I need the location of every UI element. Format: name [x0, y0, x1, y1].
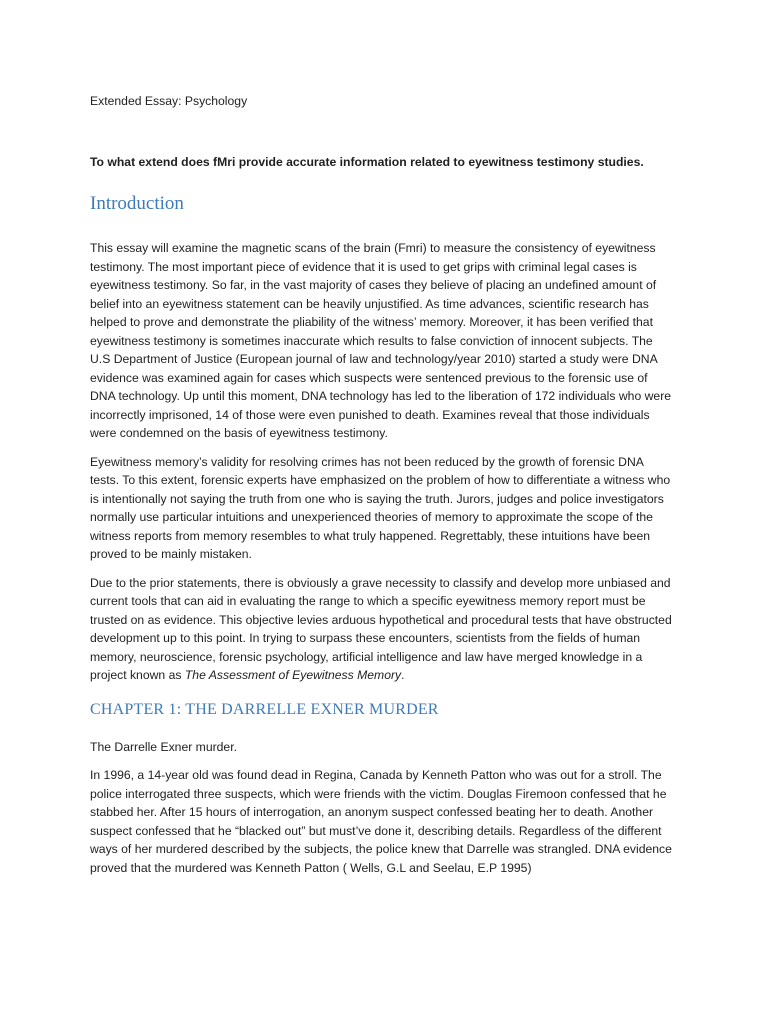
- chapter-1-paragraph: In 1996, a 14-year old was found dead in Regina, Canada by Kenneth Patton who was out for a stroll. The police interrogated three suspects, which were friends with the victim. Douglas Firemoon confessed that he stabbed her. After 15 hours of interrogation, an anonym suspect confessed beating her to death. Another suspect confessed that he “blacked out” but must’ve done it, describing details. Regardless of the different ways of her murdered described by the subjects, the police knew that Darrelle was strangled. DNA evidence proved that the murdered was Kenneth Patton ( Wells, G.L and Seelau, E.P 1995): [90, 768, 672, 875]
- introduction-paragraph-3-end: .: [401, 668, 405, 682]
- document-content: [90, 92, 675, 877]
- chapter-1-heading: CHAPTER 1: THE DARRELLE EXNER MURDER: [90, 700, 439, 718]
- research-question: To what extend does fMri provide accurate information related to eyewitness testimony studies.: [90, 154, 644, 169]
- introduction-heading: Introduction: [90, 193, 184, 214]
- project-title: The Assessment of Eyewitness Memory: [184, 668, 402, 682]
- document-label: Extended Essay: Psychology: [90, 94, 248, 108]
- introduction-paragraph-3: [90, 574, 675, 685]
- introduction-paragraph-3-text: Due to the prior statements, there is obviously a grave necessity to classify and develop more unbiased and current tools that can aid in evaluating the range to which a specific eyewitness memory report must be trusted on as evidence. This objective levies arduous hypothetical and procedural tests that have obstructed development up to this point. In trying to surpass these encounters, scientists from the fields of human memory, neuroscience, forensic psychology, artificial intelligence and law have merged knowledge in a project known as: [90, 575, 672, 682]
- introduction-paragraph-2: Eyewitness memory’s validity for resolving crimes has not been reduced by the growth of forensic DNA tests. To this extent, forensic experts have emphasized on the problem of how to differentiate a witness who is intentionally not saying the truth from one who is saying the truth. Jurors, judges and police investigators normally use particular intuitions and unexperienced theories of memory to approximate the scope of the witness reports from memory resembles to what truly happened. Regrettably, these intuitions have been proved to be mainly mistaken.: [90, 454, 671, 561]
- introduction-paragraph-1: This essay will examine the magnetic scans of the brain (Fmri) to measure the consistency of eyewitness testimony. The most important piece of evidence that it is used to get grips with criminal legal cases is eyewitness testimony. So far, in the vast majority of cases they believe of placing an undefined amount of belief into an eyewitness statement can be heavily unjustified. As time advances, scientific research has helped to prove and demonstrate the pliability of the witness’ memory. Moreover, it has been verified that eyewitness testimony is sometimes inaccurate which results to false conviction of innocent subjects. The U.S Department of Justice (European journal of law and technology/year 2010) started a study were DNA evidence was examined again for cases which suspects were sentenced previous to the forensic use of DNA technology. Up until this moment, DNA technology has led to the liberation of 172 individuals who were incorrectly imprisoned, 14 of those were even punished to death. Examines reveal that those individuals were condemned on the basis of eyewitness testimony.: [90, 241, 672, 440]
- chapter-1-subtitle: The Darrelle Exner murder.: [90, 739, 237, 754]
